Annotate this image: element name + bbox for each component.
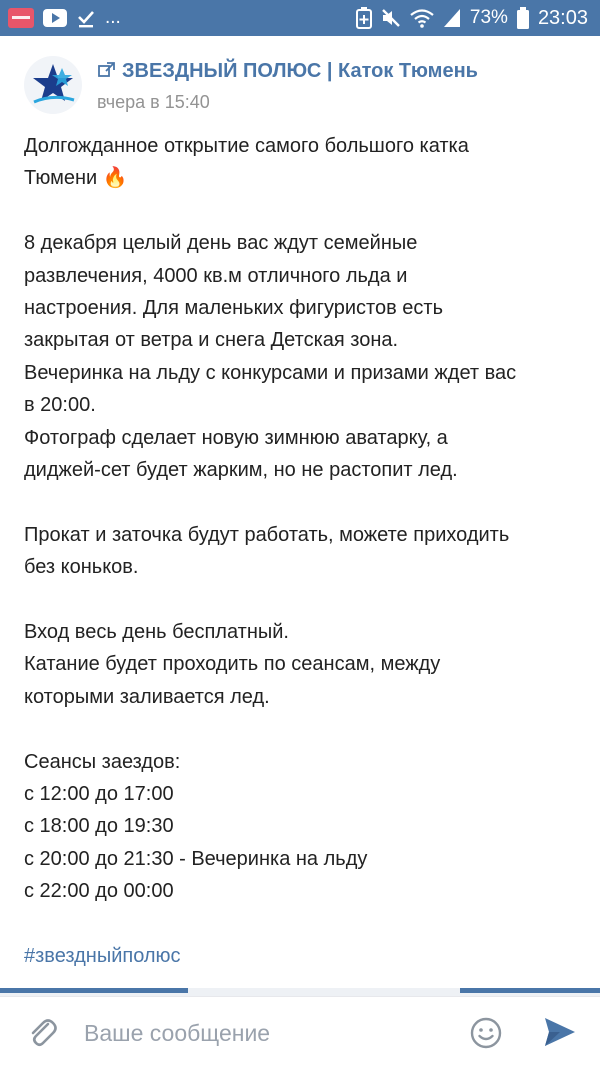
- post-line: Фотограф сделает новую зимнюю аватарку, а: [24, 426, 448, 449]
- hashtag-link[interactable]: #звездныйполюс: [24, 945, 181, 968]
- post-line: без коньков.: [24, 556, 139, 579]
- post-blank-line: [24, 584, 580, 616]
- repost-icon: [98, 61, 116, 82]
- post-blank-line: [24, 486, 580, 518]
- post-line: настроения. Для маленьких фигуристов есть: [24, 297, 444, 320]
- post-line: диджей-сет будет жарким, но не растопит лед.: [24, 459, 458, 482]
- post-line: с 20:00 до 21:30 - Вечеринка на льду: [24, 847, 368, 870]
- progress-indicator-left: [0, 988, 188, 993]
- mute-icon: [381, 8, 401, 28]
- battery-icon: [517, 7, 529, 29]
- post-line: Тюмени 🔥: [24, 167, 128, 190]
- post-line: в 20:00.: [24, 394, 96, 417]
- message-input[interactable]: [84, 1015, 444, 1051]
- post-blank-line: [24, 908, 580, 940]
- group-name-link[interactable]: ЗВЕЗДНЫЙ ПОЛЮС | Каток Тюмень: [122, 60, 478, 82]
- wifi-icon: [410, 8, 434, 28]
- post-header: [24, 56, 584, 116]
- more-notifications-icon: ...: [105, 7, 121, 28]
- group-title-row[interactable]: [98, 60, 478, 83]
- post-blank-line: [24, 713, 580, 745]
- post-line: Вход весь день бесплатный.: [24, 621, 289, 644]
- post-line: с 18:00 до 19:30: [24, 815, 174, 838]
- post-line: Долгожданное открытие самого большого катка: [24, 135, 469, 157]
- post-line: которыми заливается лед.: [24, 685, 270, 708]
- group-logo-icon: [26, 58, 80, 112]
- download-done-icon: [76, 8, 96, 28]
- battery-saver-icon: [356, 7, 372, 29]
- message-composer: [0, 996, 600, 1066]
- clock: 23:03: [537, 6, 588, 29]
- post-timestamp[interactable]: вчера в 15:40: [97, 92, 210, 112]
- post-line: Катание будет проходить по сеансам, между: [24, 653, 441, 676]
- post-text: [24, 130, 580, 972]
- post-line: Сеансы заездов:: [24, 750, 181, 773]
- app-logo-icon: [8, 8, 34, 28]
- battery-percent: 73%: [469, 7, 508, 28]
- signal-icon: [443, 8, 461, 28]
- group-avatar[interactable]: [24, 56, 82, 114]
- progress-indicator-right: [460, 988, 600, 993]
- post-line: Вечеринка на льду с конкурсами и призами ждет вас: [24, 361, 517, 384]
- paperclip-icon[interactable]: [24, 1015, 60, 1051]
- status-bar-right: [356, 7, 588, 30]
- post-line: Прокат и заточка будут работать, можете приходить: [24, 523, 510, 546]
- emoji-icon[interactable]: [468, 1015, 504, 1051]
- post-line: развлечения, 4000 кв.м отличного льда и: [24, 264, 408, 287]
- post-blank-line: [24, 195, 580, 227]
- send-icon[interactable]: [540, 1013, 578, 1051]
- post-line: с 22:00 до 00:00: [24, 880, 174, 903]
- status-bar-left: [8, 7, 121, 29]
- post-line: 8 декабря целый день вас ждут семейные: [24, 232, 418, 255]
- youtube-icon: [43, 9, 67, 27]
- post-line: закрытая от ветра и снега Детская зона.: [24, 329, 399, 352]
- status-bar: [0, 0, 600, 36]
- post-line: с 12:00 до 17:00: [24, 783, 174, 806]
